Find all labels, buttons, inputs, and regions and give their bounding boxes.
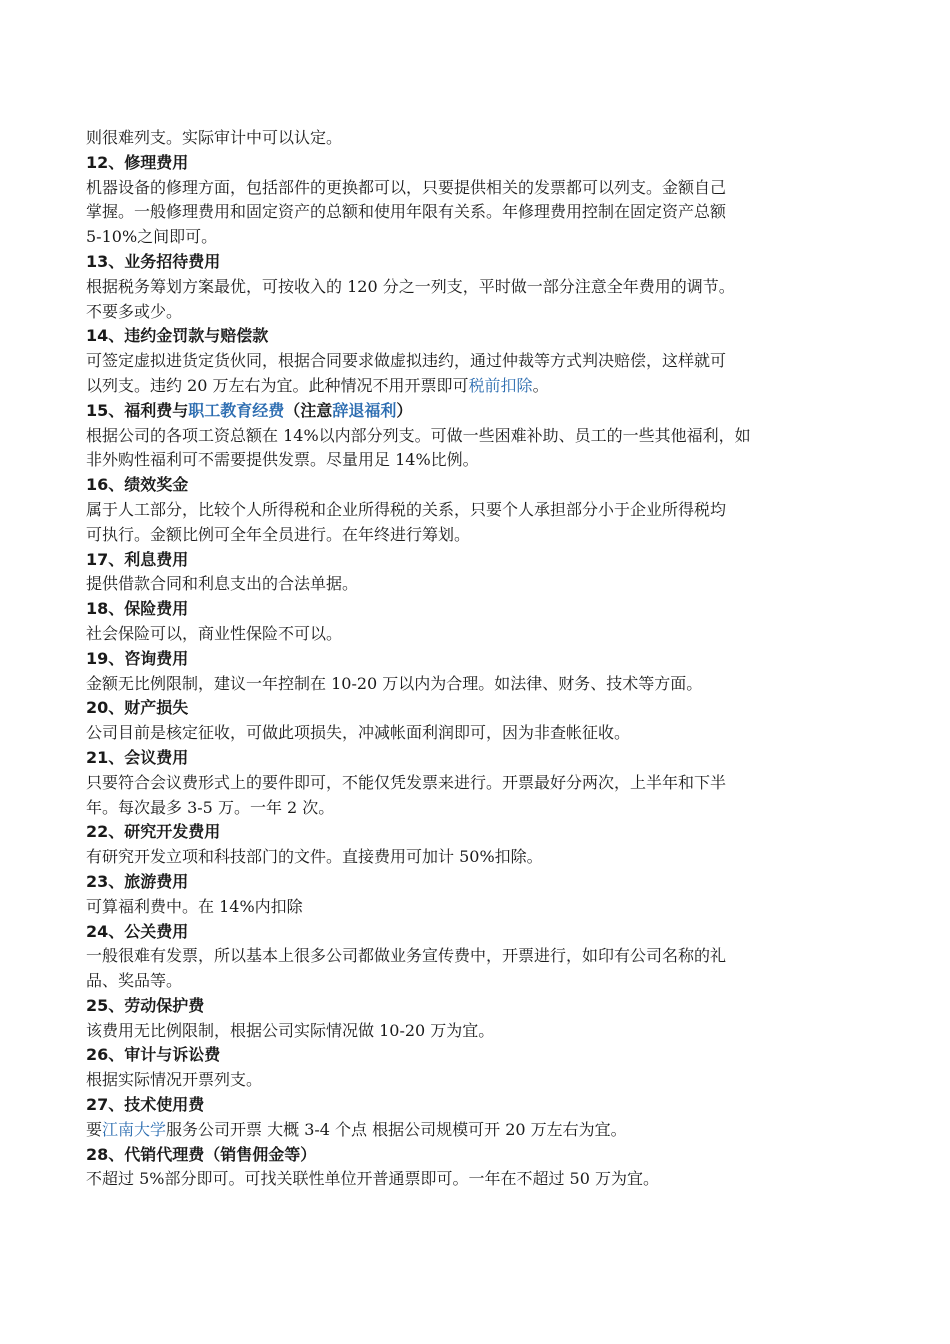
section-heading-24: 24、公关费用 [86, 921, 189, 941]
section-heading-20: 20、财产损失 [86, 698, 189, 718]
section-text: 社会保险可以，商业性保险不可以。 [86, 623, 343, 643]
section-heading-18: 18、保险费用 [86, 599, 189, 619]
section-text: 掌握。一般修理费用和固定资产的总额和使用年限有关系。年修理费用控制在固定资产总额 [86, 202, 727, 222]
section-text [86, 1118, 868, 1143]
section-text: 不超过 5%部分即可。可找关联性单位开普通票即可。一年在不超过 50 万为宜。 [86, 1169, 660, 1189]
section-text: 可签定虚拟进货定货伙同，根据合同要求做虚拟违约，通过仲裁等方式判决赔偿，这样就可 [86, 351, 727, 371]
section-text: 该费用无比例限制，根据公司实际情况做 10-20 万为宜。 [86, 1020, 495, 1040]
section-heading-22: 22、研究开发费用 [86, 822, 221, 842]
section-heading-26: 26、审计与诉讼费 [86, 1045, 221, 1065]
section-text [86, 374, 868, 399]
section-text: 根据实际情况开票列支。 [86, 1070, 263, 1090]
section-heading-25: 25、劳动保护费 [86, 995, 205, 1015]
section-text: 公司目前是核定征收，可做此项损失，冲减帐面利润即可，因为非查帐征收。 [86, 723, 631, 743]
section-text: 5-10%之间即可。 [86, 227, 218, 247]
section-heading-19: 19、咨询费用 [86, 648, 189, 668]
text-run: 。 [532, 375, 549, 395]
link-employee-education-fund[interactable]: 职工教育经费 [188, 400, 285, 420]
section-text: 可执行。金额比例可全年全员进行。在年终进行筹划。 [86, 524, 471, 544]
section-text: 年。每次最多 3-5 万。一年 2 次。 [86, 797, 335, 817]
link-pretax-deduction[interactable]: 税前扣除 [468, 375, 533, 395]
text-run: 服务公司开票 大概 3-4 个点 根据公司规模可开 20 万左右为宜。 [166, 1119, 627, 1139]
section-text: 属于人工部分，比较个人所得税和企业所得税的关系，只要个人承担部分小于企业所得税均 [86, 499, 727, 519]
heading-run: ） [396, 400, 413, 420]
section-heading-21: 21、会议费用 [86, 747, 189, 767]
text-run: 要 [86, 1119, 103, 1139]
link-jiangnan-university[interactable]: 江南大学 [102, 1119, 167, 1139]
section-text: 金额无比例限制，建议一年控制在 10-20 万以内为合理。如法律、财务、技术等方面。 [86, 673, 703, 693]
section-heading-28: 28、代销代理费（销售佣金等） [86, 1144, 317, 1164]
section-text: 非外购性福利可不需要提供发票。尽量用足 14%比例。 [86, 450, 479, 470]
section-text: 根据税务筹划方案最优，可按收入的 120 分之一列支，平时做一部分注意全年费用的调节。 [86, 276, 735, 296]
section-heading-12: 12、修理费用 [86, 152, 189, 172]
section-heading-27: 27、技术使用费 [86, 1095, 205, 1115]
document-body [86, 126, 868, 1192]
section-heading-13: 13、业务招待费用 [86, 251, 221, 271]
link-termination-benefits[interactable]: 辞退福利 [332, 400, 397, 420]
section-heading-14: 14、违约金罚款与赔偿款 [86, 326, 269, 346]
section-text: 提供借款合同和利息支出的合法单据。 [86, 574, 359, 594]
section-text: 不要多或少。 [86, 301, 183, 321]
section-text: 只要符合会议费形式上的要件即可，不能仅凭发票来进行。开票最好分两次，上半年和下半 [86, 772, 727, 792]
section-heading-23: 23、旅游费用 [86, 871, 189, 891]
section-heading-15 [86, 399, 868, 424]
section-text: 机器设备的修理方面，包括部件的更换都可以，只要提供相关的发票都可以列支。金额自己 [86, 177, 727, 197]
section-heading-17: 17、利息费用 [86, 549, 189, 569]
section-text: 可算福利费中。在 14%内扣除 [86, 896, 303, 916]
section-heading-16: 16、绩效奖金 [86, 475, 189, 495]
heading-run: 15、福利费与 [86, 400, 189, 420]
text-run: 以列支。违约 20 万左右为宜。此种情况不用开票即可 [86, 375, 469, 395]
section-text: 根据公司的各项工资总额在 14%以内部分列支。可做一些困难补助、员工的一些其他福利，如 [86, 425, 751, 445]
section-text: 一般很难有发票，所以基本上很多公司都做业务宣传费中，开票进行，如印有公司名称的礼 [86, 946, 727, 966]
section-text: 品、奖品等。 [86, 971, 183, 991]
heading-run: （注意 [284, 400, 333, 420]
intro-text: 则很难列支。实际审计中可以认定。 [86, 128, 343, 147]
section-text: 有研究开发立项和科技部门的文件。直接费用可加计 50%扣除。 [86, 847, 543, 867]
